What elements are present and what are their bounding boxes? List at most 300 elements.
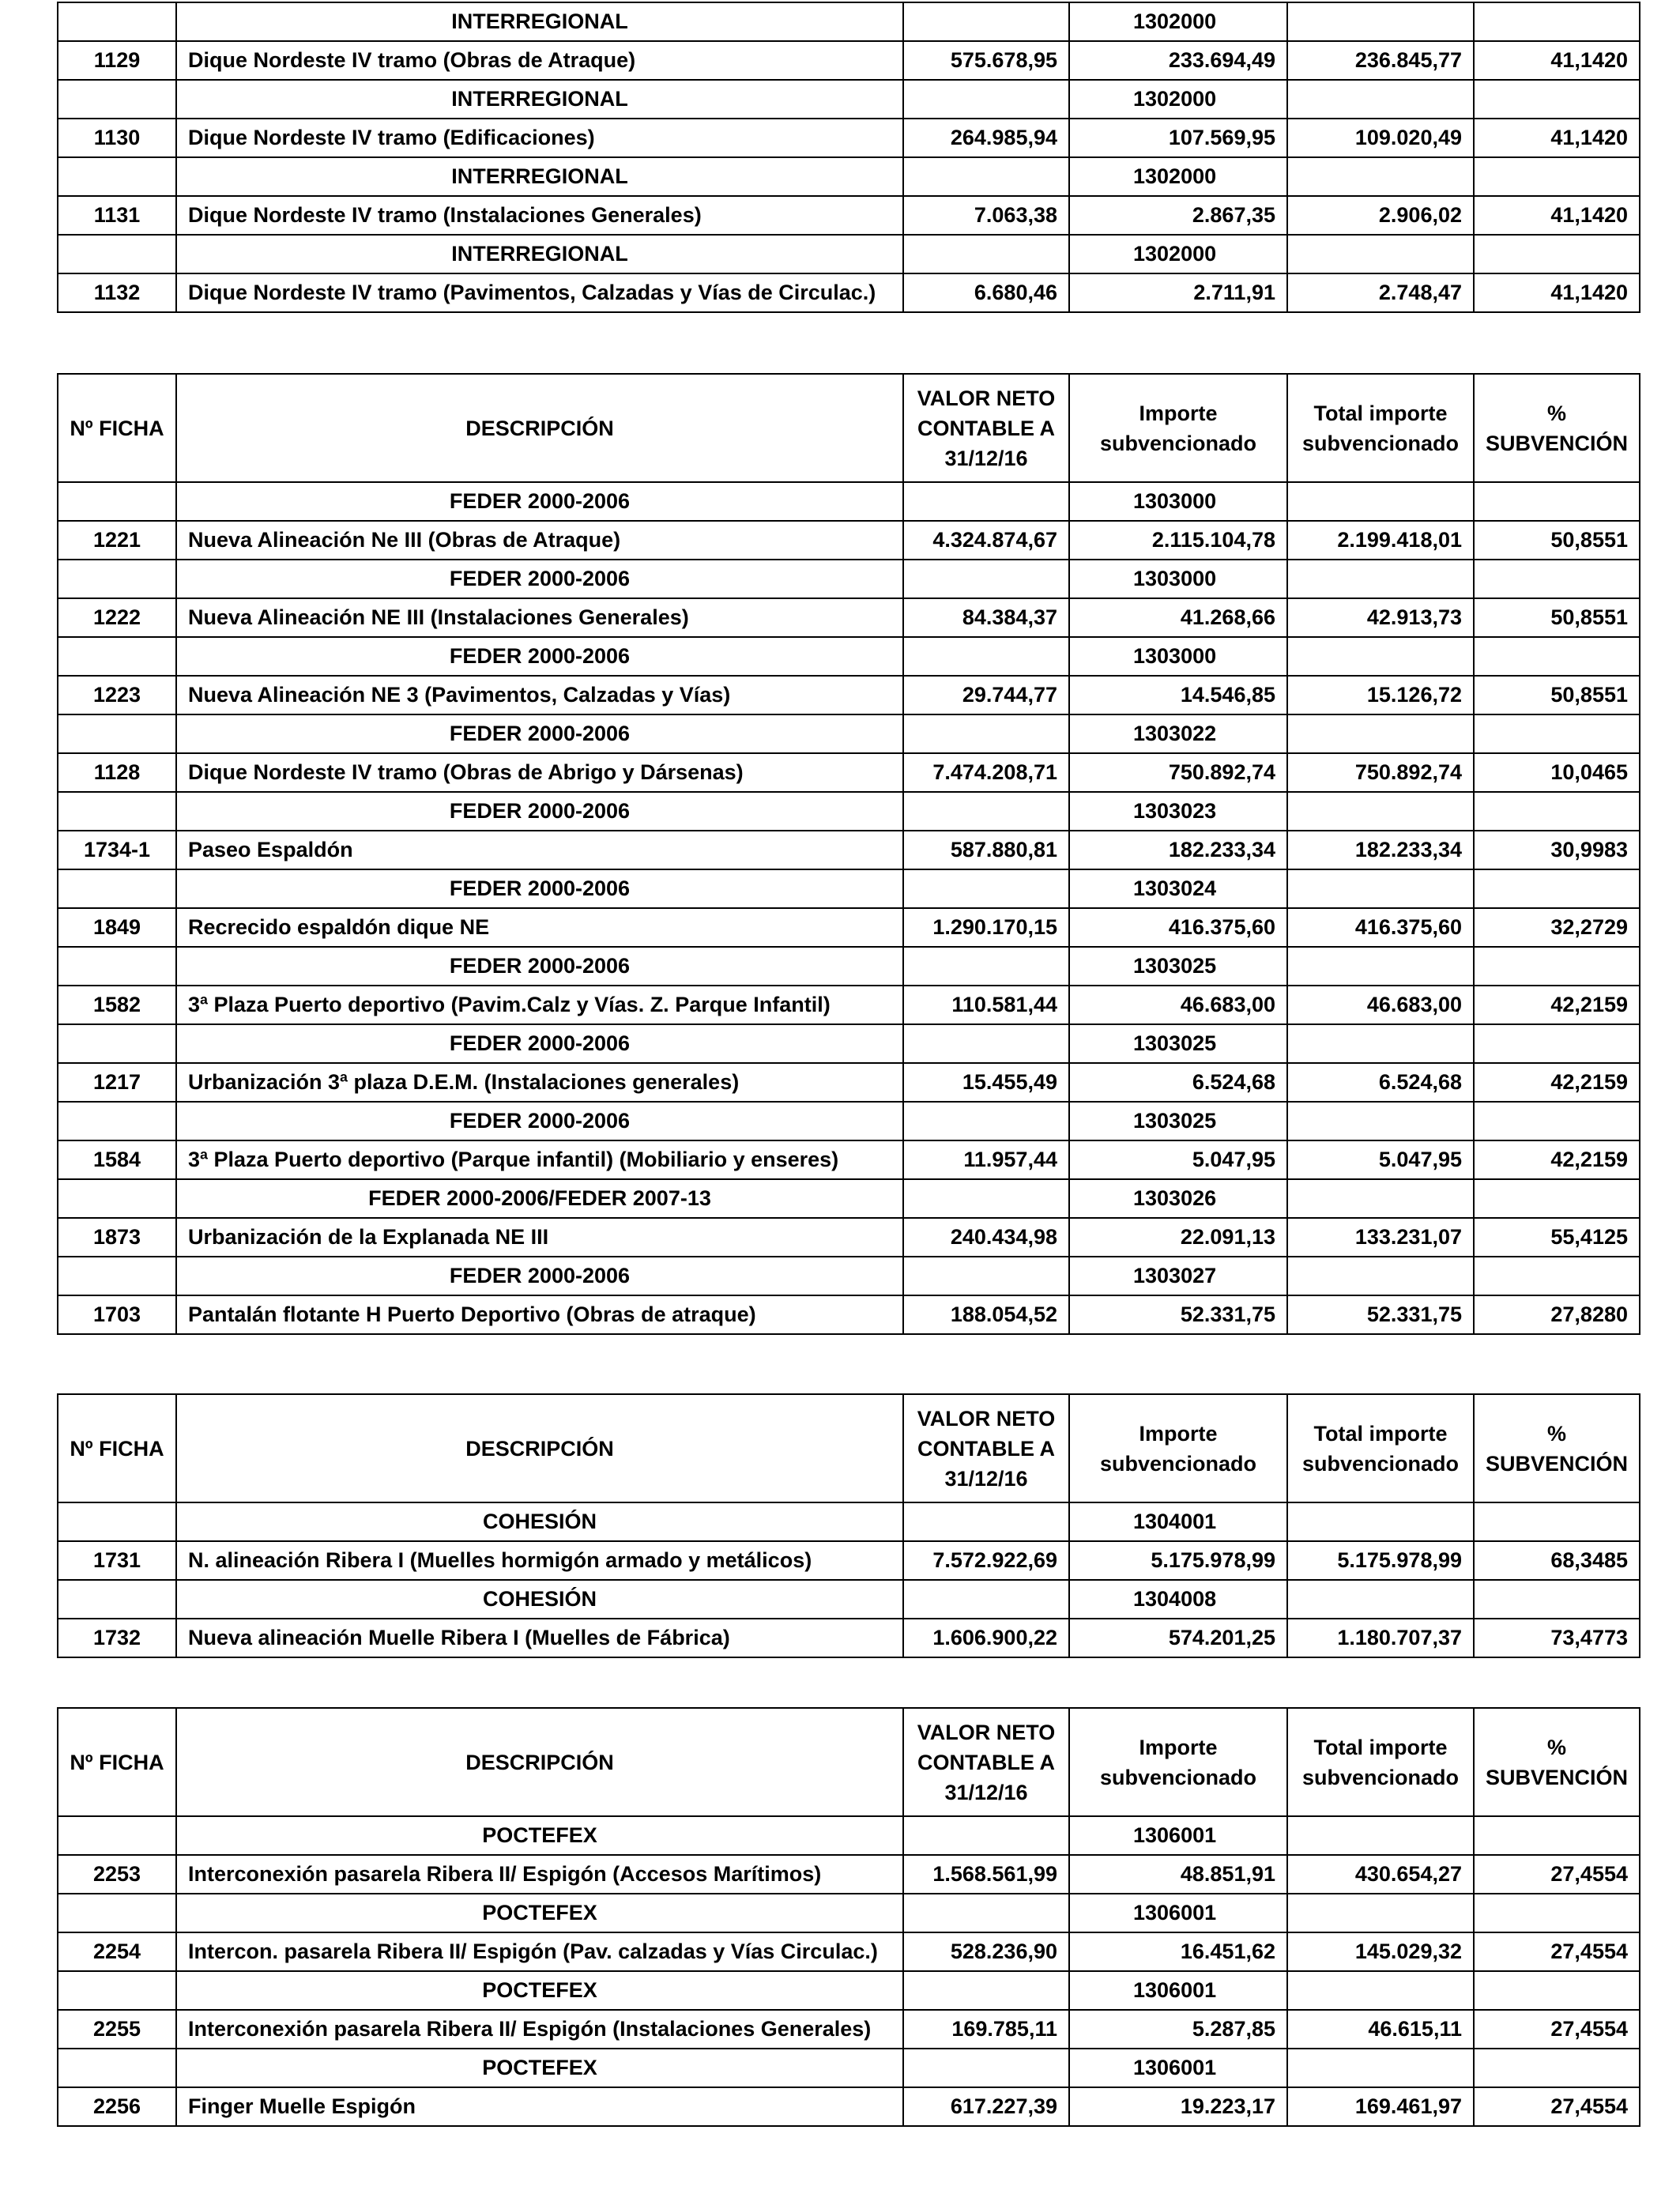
fund-name: INTERREGIONAL <box>176 2 903 41</box>
total-importe: 5.047,95 <box>1287 1140 1474 1179</box>
description: Interconexión pasarela Ribera II/ Espigón (Instalaciones Generales) <box>176 2010 903 2049</box>
importe-subvencionado: 574.201,25 <box>1069 1619 1287 1657</box>
fund-row <box>58 1024 1640 1063</box>
empty-cell <box>1287 1816 1474 1855</box>
fund-name: FEDER 2000-2006/FEDER 2007-13 <box>176 1179 903 1218</box>
pct-subvencion: 41,1420 <box>1474 273 1640 312</box>
total-importe: 42.913,73 <box>1287 598 1474 637</box>
empty-cell <box>903 1816 1069 1855</box>
fund-row <box>58 1102 1640 1140</box>
empty-cell <box>58 947 176 986</box>
empty-cell <box>58 1580 176 1619</box>
total-importe: 5.175.978,99 <box>1287 1541 1474 1580</box>
table-row <box>58 1619 1640 1657</box>
pct-subvencion: 27,4554 <box>1474 1932 1640 1971</box>
empty-cell <box>58 2 176 41</box>
fund-name: FEDER 2000-2006 <box>176 1024 903 1063</box>
empty-cell <box>1474 869 1640 908</box>
table-interregional <box>57 2 1640 313</box>
empty-cell <box>903 80 1069 119</box>
empty-cell <box>1474 1580 1640 1619</box>
ficha-number: 1731 <box>58 1541 176 1580</box>
description: Urbanización de la Explanada NE III <box>176 1218 903 1257</box>
account-code: 1303025 <box>1069 1102 1287 1140</box>
empty-cell <box>1474 2049 1640 2087</box>
importe-subvencionado: 2.711,91 <box>1069 273 1287 312</box>
empty-cell <box>903 157 1069 196</box>
importe-subvencionado: 16.451,62 <box>1069 1932 1287 1971</box>
empty-cell <box>1474 1894 1640 1932</box>
ficha-number: 2254 <box>58 1932 176 1971</box>
total-importe: 416.375,60 <box>1287 908 1474 947</box>
header-importe: Importe subvencionado <box>1069 1394 1287 1502</box>
table-row <box>58 2010 1640 2049</box>
table-poctefex <box>57 1707 1640 2127</box>
empty-cell <box>58 714 176 753</box>
valor-neto: 575.678,95 <box>903 41 1069 80</box>
empty-cell <box>1287 637 1474 676</box>
pct-subvencion: 50,8551 <box>1474 598 1640 637</box>
empty-cell <box>903 482 1069 521</box>
description: Urbanización 3ª plaza D.E.M. (Instalaciones generales) <box>176 1063 903 1102</box>
pct-subvencion: 42,2159 <box>1474 1140 1640 1179</box>
header-importe: Importe subvencionado <box>1069 374 1287 482</box>
account-code: 1304001 <box>1069 1502 1287 1541</box>
fund-name: FEDER 2000-2006 <box>176 869 903 908</box>
table-row <box>58 986 1640 1024</box>
description: Nueva Alineación NE 3 (Pavimentos, Calzadas y Vías) <box>176 676 903 714</box>
account-code: 1306001 <box>1069 1894 1287 1932</box>
description: Dique Nordeste IV tramo (Instalaciones Generales) <box>176 196 903 235</box>
pct-subvencion: 55,4125 <box>1474 1218 1640 1257</box>
fund-row <box>58 869 1640 908</box>
valor-neto: 7.572.922,69 <box>903 1541 1069 1580</box>
importe-subvencionado: 2.115.104,78 <box>1069 521 1287 560</box>
empty-cell <box>903 1580 1069 1619</box>
account-code: 1303000 <box>1069 560 1287 598</box>
table-row <box>58 273 1640 312</box>
account-code: 1303026 <box>1069 1179 1287 1218</box>
pct-subvencion: 50,8551 <box>1474 521 1640 560</box>
pct-subvencion: 30,9983 <box>1474 831 1640 869</box>
importe-subvencionado: 46.683,00 <box>1069 986 1287 1024</box>
importe-subvencionado: 14.546,85 <box>1069 676 1287 714</box>
description: Nueva alineación Muelle Ribera I (Muelles de Fábrica) <box>176 1619 903 1657</box>
ficha-number: 1873 <box>58 1218 176 1257</box>
table-row <box>58 753 1640 792</box>
description: Nueva Alineación Ne III (Obras de Atraque) <box>176 521 903 560</box>
empty-cell <box>58 637 176 676</box>
empty-cell <box>903 869 1069 908</box>
total-importe: 2.906,02 <box>1287 196 1474 235</box>
account-code: 1302000 <box>1069 80 1287 119</box>
table-cohesion <box>57 1393 1640 1658</box>
fund-row <box>58 1580 1640 1619</box>
empty-cell <box>1474 1102 1640 1140</box>
description: Paseo Espaldón <box>176 831 903 869</box>
ficha-number: 1584 <box>58 1140 176 1179</box>
empty-cell <box>1474 482 1640 521</box>
empty-cell <box>1287 2049 1474 2087</box>
fund-name: FEDER 2000-2006 <box>176 947 903 986</box>
fund-name: COHESIÓN <box>176 1502 903 1541</box>
valor-neto: 15.455,49 <box>903 1063 1069 1102</box>
fund-name: POCTEFEX <box>176 2049 903 2087</box>
ficha-number: 1132 <box>58 273 176 312</box>
empty-cell <box>1287 1102 1474 1140</box>
table-row <box>58 1541 1640 1580</box>
fund-row <box>58 1894 1640 1932</box>
header-total-importe: Total importe subvencionado <box>1287 374 1474 482</box>
header-ficha: Nº FICHA <box>58 1708 176 1816</box>
table-row <box>58 1932 1640 1971</box>
header-row <box>58 374 1640 482</box>
pct-subvencion: 27,8280 <box>1474 1295 1640 1334</box>
valor-neto: 240.434,98 <box>903 1218 1069 1257</box>
valor-neto: 29.744,77 <box>903 676 1069 714</box>
valor-neto: 6.680,46 <box>903 273 1069 312</box>
empty-cell <box>1287 235 1474 273</box>
empty-cell <box>58 80 176 119</box>
empty-cell <box>1287 1580 1474 1619</box>
empty-cell <box>1474 1179 1640 1218</box>
pct-subvencion: 32,2729 <box>1474 908 1640 947</box>
fund-row <box>58 157 1640 196</box>
empty-cell <box>903 637 1069 676</box>
header-total-importe: Total importe subvencionado <box>1287 1394 1474 1502</box>
header-pct: % SUBVENCIÓN <box>1474 1708 1640 1816</box>
ficha-number: 1221 <box>58 521 176 560</box>
total-importe: 182.233,34 <box>1287 831 1474 869</box>
empty-cell <box>903 235 1069 273</box>
description: N. alineación Ribera I (Muelles hormigón armado y metálicos) <box>176 1541 903 1580</box>
empty-cell <box>1287 80 1474 119</box>
empty-cell <box>1474 947 1640 986</box>
fund-row <box>58 80 1640 119</box>
empty-cell <box>58 869 176 908</box>
importe-subvencionado: 6.524,68 <box>1069 1063 1287 1102</box>
importe-subvencionado: 2.867,35 <box>1069 196 1287 235</box>
pct-subvencion: 27,4554 <box>1474 1855 1640 1894</box>
fund-name: FEDER 2000-2006 <box>176 714 903 753</box>
fund-row <box>58 1179 1640 1218</box>
ficha-number: 2256 <box>58 2087 176 2126</box>
fund-name: POCTEFEX <box>176 1816 903 1855</box>
account-code: 1302000 <box>1069 2 1287 41</box>
ficha-number: 1703 <box>58 1295 176 1334</box>
empty-cell <box>58 792 176 831</box>
empty-cell <box>903 1024 1069 1063</box>
fund-name: FEDER 2000-2006 <box>176 637 903 676</box>
empty-cell <box>1287 2 1474 41</box>
ficha-number: 2253 <box>58 1855 176 1894</box>
description: 3ª Plaza Puerto deportivo (Parque infantil) (Mobiliario y enseres) <box>176 1140 903 1179</box>
fund-name: FEDER 2000-2006 <box>176 792 903 831</box>
account-code: 1306001 <box>1069 1971 1287 2010</box>
empty-cell <box>1474 235 1640 273</box>
table-row <box>58 831 1640 869</box>
total-importe: 109.020,49 <box>1287 119 1474 157</box>
empty-cell <box>58 560 176 598</box>
empty-cell <box>1474 637 1640 676</box>
pct-subvencion: 68,3485 <box>1474 1541 1640 1580</box>
valor-neto: 7.474.208,71 <box>903 753 1069 792</box>
pct-subvencion: 41,1420 <box>1474 196 1640 235</box>
table-row <box>58 119 1640 157</box>
ficha-number: 1129 <box>58 41 176 80</box>
empty-cell <box>1474 1502 1640 1541</box>
account-code: 1304008 <box>1069 1580 1287 1619</box>
table-row <box>58 2087 1640 2126</box>
empty-cell <box>903 947 1069 986</box>
empty-cell <box>1287 560 1474 598</box>
empty-cell <box>903 1502 1069 1541</box>
fund-row <box>58 560 1640 598</box>
empty-cell <box>58 482 176 521</box>
account-code: 1303024 <box>1069 869 1287 908</box>
total-importe: 2.199.418,01 <box>1287 521 1474 560</box>
account-code: 1302000 <box>1069 157 1287 196</box>
table-row <box>58 908 1640 947</box>
empty-cell <box>58 157 176 196</box>
fund-row <box>58 482 1640 521</box>
description: Dique Nordeste IV tramo (Obras de Atraque) <box>176 41 903 80</box>
header-pct: % SUBVENCIÓN <box>1474 1394 1640 1502</box>
total-importe: 52.331,75 <box>1287 1295 1474 1334</box>
empty-cell <box>1474 2 1640 41</box>
total-importe: 133.231,07 <box>1287 1218 1474 1257</box>
importe-subvencionado: 41.268,66 <box>1069 598 1287 637</box>
fund-row <box>58 235 1640 273</box>
valor-neto: 84.384,37 <box>903 598 1069 637</box>
table-row <box>58 41 1640 80</box>
total-importe: 169.461,97 <box>1287 2087 1474 2126</box>
valor-neto: 1.290.170,15 <box>903 908 1069 947</box>
valor-neto: 169.785,11 <box>903 2010 1069 2049</box>
total-importe: 750.892,74 <box>1287 753 1474 792</box>
empty-cell <box>58 1024 176 1063</box>
total-importe: 145.029,32 <box>1287 1932 1474 1971</box>
header-total-importe: Total importe subvencionado <box>1287 1708 1474 1816</box>
empty-cell <box>1287 482 1474 521</box>
ficha-number: 1582 <box>58 986 176 1024</box>
table-feder <box>57 373 1640 1335</box>
table-row <box>58 1295 1640 1334</box>
account-code: 1306001 <box>1069 1816 1287 1855</box>
empty-cell <box>903 1257 1069 1295</box>
empty-cell <box>1474 157 1640 196</box>
header-valor-neto: VALOR NETO CONTABLE A 31/12/16 <box>903 1708 1069 1816</box>
empty-cell <box>1287 1971 1474 2010</box>
description: Interconexión pasarela Ribera II/ Espigón (Accesos Marítimos) <box>176 1855 903 1894</box>
ficha-number: 1130 <box>58 119 176 157</box>
table-row <box>58 598 1640 637</box>
fund-row <box>58 714 1640 753</box>
importe-subvencionado: 107.569,95 <box>1069 119 1287 157</box>
description: Nueva Alineación NE III (Instalaciones Generales) <box>176 598 903 637</box>
fund-row <box>58 2049 1640 2087</box>
importe-subvencionado: 416.375,60 <box>1069 908 1287 947</box>
total-importe: 46.683,00 <box>1287 986 1474 1024</box>
importe-subvencionado: 19.223,17 <box>1069 2087 1287 2126</box>
header-valor-neto: VALOR NETO CONTABLE A 31/12/16 <box>903 1394 1069 1502</box>
account-code: 1303022 <box>1069 714 1287 753</box>
table-row <box>58 1140 1640 1179</box>
header-descripcion: DESCRIPCIÓN <box>176 1708 903 1816</box>
empty-cell <box>58 235 176 273</box>
table-row <box>58 676 1640 714</box>
empty-cell <box>1474 560 1640 598</box>
ficha-number: 1131 <box>58 196 176 235</box>
empty-cell <box>1287 1024 1474 1063</box>
empty-cell <box>1474 714 1640 753</box>
fund-name: POCTEFEX <box>176 1971 903 2010</box>
fund-row <box>58 2 1640 41</box>
empty-cell <box>1474 1816 1640 1855</box>
fund-row <box>58 1257 1640 1295</box>
total-importe: 6.524,68 <box>1287 1063 1474 1102</box>
header-row <box>58 1708 1640 1816</box>
pct-subvencion: 41,1420 <box>1474 119 1640 157</box>
empty-cell <box>1474 1024 1640 1063</box>
empty-cell <box>903 2049 1069 2087</box>
fund-row <box>58 1971 1640 2010</box>
empty-cell <box>903 714 1069 753</box>
ficha-number: 1849 <box>58 908 176 947</box>
empty-cell <box>1287 1502 1474 1541</box>
description: 3ª Plaza Puerto deportivo (Pavim.Calz y Vías. Z. Parque Infantil) <box>176 986 903 1024</box>
header-descripcion: DESCRIPCIÓN <box>176 374 903 482</box>
fund-row <box>58 947 1640 986</box>
total-importe: 46.615,11 <box>1287 2010 1474 2049</box>
valor-neto: 11.957,44 <box>903 1140 1069 1179</box>
pct-subvencion: 27,4554 <box>1474 2087 1640 2126</box>
header-row <box>58 1394 1640 1502</box>
ficha-number: 2255 <box>58 2010 176 2049</box>
account-code: 1302000 <box>1069 235 1287 273</box>
table-row <box>58 521 1640 560</box>
fund-name: INTERREGIONAL <box>176 157 903 196</box>
description: Recrecido espaldón dique NE <box>176 908 903 947</box>
account-code: 1303023 <box>1069 792 1287 831</box>
empty-cell <box>58 1502 176 1541</box>
empty-cell <box>903 1102 1069 1140</box>
fund-name: COHESIÓN <box>176 1580 903 1619</box>
empty-cell <box>1287 869 1474 908</box>
total-importe: 1.180.707,37 <box>1287 1619 1474 1657</box>
account-code: 1303027 <box>1069 1257 1287 1295</box>
valor-neto: 528.236,90 <box>903 1932 1069 1971</box>
pct-subvencion: 41,1420 <box>1474 41 1640 80</box>
fund-row <box>58 1816 1640 1855</box>
empty-cell <box>58 2049 176 2087</box>
empty-cell <box>903 1894 1069 1932</box>
table-row <box>58 196 1640 235</box>
ficha-number: 1128 <box>58 753 176 792</box>
pct-subvencion: 42,2159 <box>1474 1063 1640 1102</box>
importe-subvencionado: 5.047,95 <box>1069 1140 1287 1179</box>
empty-cell <box>58 1102 176 1140</box>
empty-cell <box>1287 947 1474 986</box>
empty-cell <box>1287 1894 1474 1932</box>
table-row <box>58 1855 1640 1894</box>
header-descripcion: DESCRIPCIÓN <box>176 1394 903 1502</box>
empty-cell <box>1474 1257 1640 1295</box>
header-valor-neto: VALOR NETO CONTABLE A 31/12/16 <box>903 374 1069 482</box>
table-row <box>58 1063 1640 1102</box>
total-importe: 236.845,77 <box>1287 41 1474 80</box>
valor-neto: 7.063,38 <box>903 196 1069 235</box>
valor-neto: 264.985,94 <box>903 119 1069 157</box>
account-code: 1306001 <box>1069 2049 1287 2087</box>
empty-cell <box>1287 1257 1474 1295</box>
valor-neto: 188.054,52 <box>903 1295 1069 1334</box>
empty-cell <box>1474 1971 1640 2010</box>
ficha-number: 1732 <box>58 1619 176 1657</box>
ficha-number: 1734-1 <box>58 831 176 869</box>
header-ficha: Nº FICHA <box>58 1394 176 1502</box>
valor-neto: 617.227,39 <box>903 2087 1069 2126</box>
pct-subvencion: 50,8551 <box>1474 676 1640 714</box>
empty-cell <box>903 792 1069 831</box>
valor-neto: 4.324.874,67 <box>903 521 1069 560</box>
importe-subvencionado: 182.233,34 <box>1069 831 1287 869</box>
empty-cell <box>1287 714 1474 753</box>
account-code: 1303000 <box>1069 637 1287 676</box>
valor-neto: 1.606.900,22 <box>903 1619 1069 1657</box>
empty-cell <box>58 1894 176 1932</box>
empty-cell <box>58 1257 176 1295</box>
importe-subvencionado: 5.175.978,99 <box>1069 1541 1287 1580</box>
pct-subvencion: 42,2159 <box>1474 986 1640 1024</box>
fund-row <box>58 792 1640 831</box>
total-importe: 2.748,47 <box>1287 273 1474 312</box>
empty-cell <box>903 2 1069 41</box>
table-row <box>58 1218 1640 1257</box>
importe-subvencionado: 48.851,91 <box>1069 1855 1287 1894</box>
importe-subvencionado: 750.892,74 <box>1069 753 1287 792</box>
ficha-number: 1223 <box>58 676 176 714</box>
importe-subvencionado: 52.331,75 <box>1069 1295 1287 1334</box>
empty-cell <box>58 1971 176 2010</box>
fund-name: FEDER 2000-2006 <box>176 1257 903 1295</box>
empty-cell <box>1287 792 1474 831</box>
empty-cell <box>903 560 1069 598</box>
description: Pantalán flotante H Puerto Deportivo (Obras de atraque) <box>176 1295 903 1334</box>
header-ficha: Nº FICHA <box>58 374 176 482</box>
fund-name: INTERREGIONAL <box>176 235 903 273</box>
account-code: 1303000 <box>1069 482 1287 521</box>
fund-name: POCTEFEX <box>176 1894 903 1932</box>
fund-row <box>58 637 1640 676</box>
fund-name: FEDER 2000-2006 <box>176 560 903 598</box>
importe-subvencionado: 22.091,13 <box>1069 1218 1287 1257</box>
importe-subvencionado: 5.287,85 <box>1069 2010 1287 2049</box>
description: Intercon. pasarela Ribera II/ Espigón (Pav. calzadas y Vías Circulac.) <box>176 1932 903 1971</box>
account-code: 1303025 <box>1069 1024 1287 1063</box>
total-importe: 15.126,72 <box>1287 676 1474 714</box>
valor-neto: 587.880,81 <box>903 831 1069 869</box>
pct-subvencion: 10,0465 <box>1474 753 1640 792</box>
description: Dique Nordeste IV tramo (Edificaciones) <box>176 119 903 157</box>
valor-neto: 110.581,44 <box>903 986 1069 1024</box>
empty-cell <box>1287 157 1474 196</box>
valor-neto: 1.568.561,99 <box>903 1855 1069 1894</box>
empty-cell <box>58 1816 176 1855</box>
empty-cell <box>1474 80 1640 119</box>
fund-name: INTERREGIONAL <box>176 80 903 119</box>
fund-name: FEDER 2000-2006 <box>176 1102 903 1140</box>
